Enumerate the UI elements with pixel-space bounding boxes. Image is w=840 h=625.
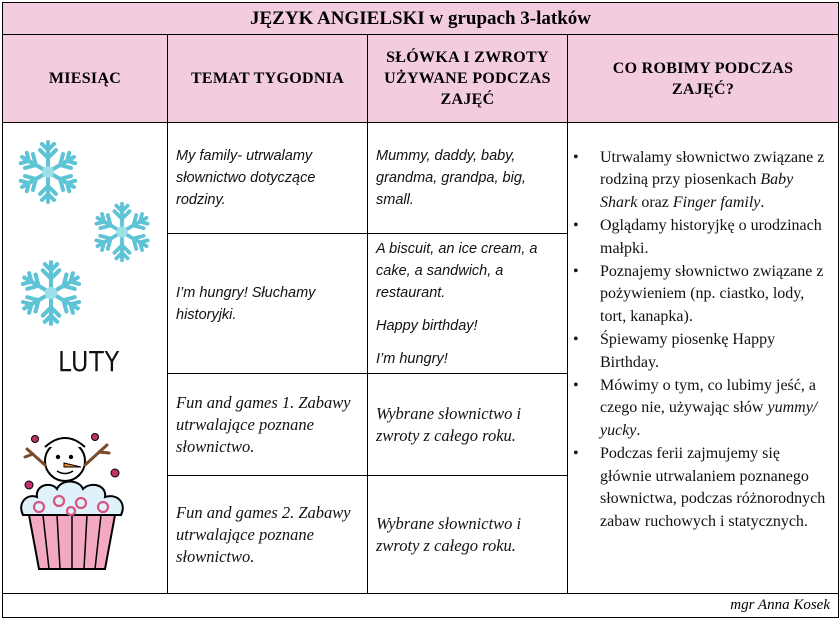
week-3-topic: Fun and games 1. Zabawy utrwalające poznane słownictwo. [168, 374, 368, 476]
week-1-words: Mummy, daddy, baby, grandma, grandpa, big, small. [368, 123, 568, 234]
activity-item: • Podczas ferii zajmujemy się głównie utrwalaniem poznanego słownictwa, podczas różnorodnych zabaw ruchowych i statycznych. [600, 443, 830, 533]
week-2-topic: I’m hungry! Słuchamy historyjki. [168, 234, 368, 374]
week-4-topic: Fun and games 2. Zabawy utrwalające poznane słownictwo. [168, 476, 368, 594]
week-4-words: Wybrane słownictwo i zwroty z całego roku. [368, 476, 568, 594]
header-activities: CO ROBIMY PODCZAS ZAJĘĆ? [568, 35, 839, 123]
lesson-plan-table [2, 2, 839, 618]
header-month: MIESIĄC [3, 35, 168, 123]
activity-item: • Mówimy o tym, co lubimy jeść, a czego nie, używając słów yummy/ yucky. [600, 375, 830, 442]
snowflake-icon [13, 137, 83, 207]
author-signature: mgr Anna Kosek [3, 594, 839, 618]
activity-item: • Poznajemy słownictwo związane z pożywieniem (np. ciastko, lody, tort, kanapka). [600, 261, 830, 328]
snowman-cupcake-icon [15, 423, 130, 573]
header-words: SŁÓWKA I ZWROTY UŻYWANE PODCZAS ZAJĘĆ [368, 35, 568, 123]
snowflake-icon [15, 257, 87, 329]
month-cell [3, 123, 168, 594]
page-title: JĘZYK ANGIELSKI w grupach 3-latków [3, 3, 839, 35]
month-label: LUTY [58, 345, 120, 378]
activity-item: • Utrwalamy słownictwo związane z rodziną przy piosenkach Baby Shark oraz Finger family. [600, 147, 830, 214]
week-2-words: A biscuit, an ice cream, a cake, a sandwich, a restaurant. Happy birthday! I’m hungry! [368, 234, 568, 374]
activities-cell [568, 123, 839, 594]
week-3-words: Wybrane słownictwo i zwroty z całego roku. [368, 374, 568, 476]
activity-item: • Śpiewamy piosenkę Happy Birthday. [600, 329, 830, 374]
header-topic: TEMAT TYGODNIA [168, 35, 368, 123]
activity-item: • Oglądamy historyjkę o urodzinach małpki. [600, 215, 830, 260]
snowflake-icon [89, 199, 155, 265]
week-1-topic: My family- utrwalamy słownictwo dotyczące rodziny. [168, 123, 368, 234]
activities-list [568, 147, 830, 533]
